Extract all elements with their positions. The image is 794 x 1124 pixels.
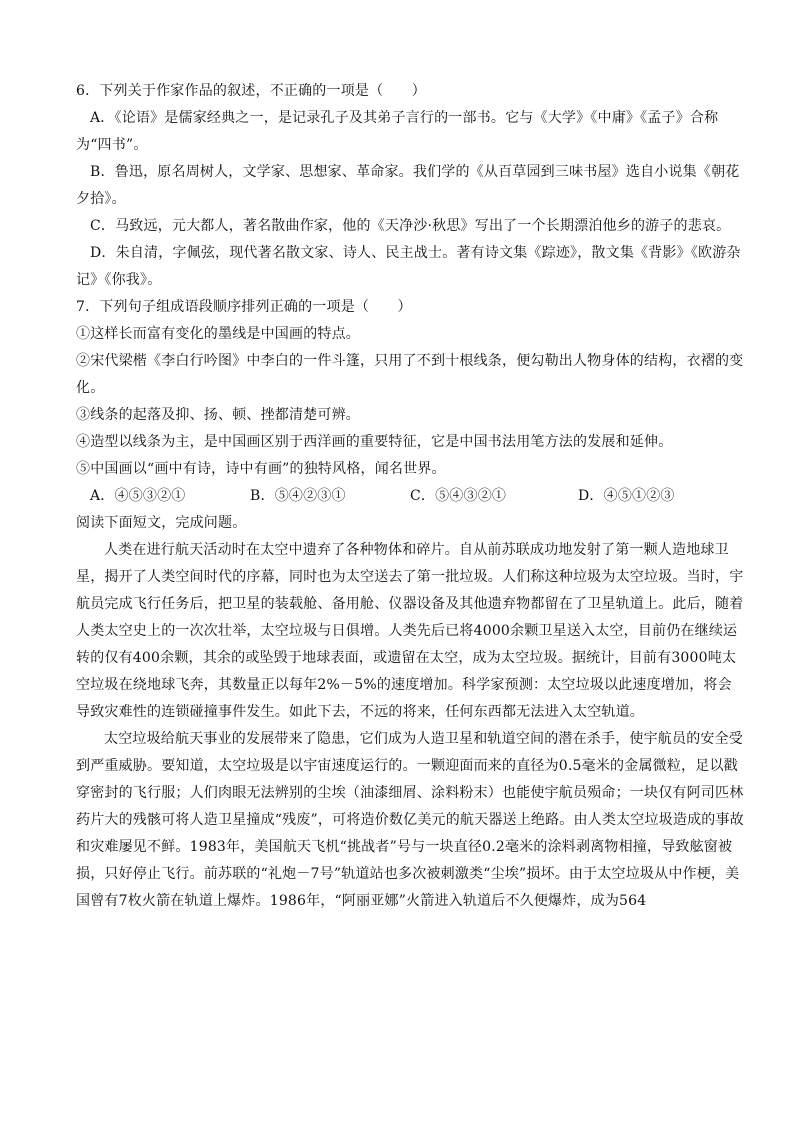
reading-paragraph-1: 人类在进行航天活动时在太空中遗弃了各种物体和碎片。自从前苏联成功地发射了第一颗人造地球卫星，揭开了人类空间时代的序幕，同时也为太空送去了第一批垃圾。人们称这种垃圾为太空垃圾。当时，宇航员完成飞行任务后，把卫星的装载舱、备用舱、仪器设备及其他遗弃物都留在了卫星轨道上。此后，随着人类太空史上的一次次壮举，太空垃圾与日俱增。人类先后已将4000余颗卫星送入太空，目前仍在继续运转的仅有400余颗，其余的或坠毁于地球表面，或遗留在太空，成为太空垃圾。据统计，目前有3000吨太空垃圾在绕地球飞奔，其数量正以每年2%－5%的速度增加。科学家预测：太空垃圾以此速度增加，将会导致灾难性的连锁碰撞事件发生。如此下去，不远的将来，任何东西都无法进入太空轨道。 [76,542,744,720]
question-7-sentence-1: ①这样长而富有变化的墨线是中国画的特点。 [76,326,360,342]
question-6-option-a: A．《论语》是儒家经典之一，是记录孔子及其弟子言行的一部书。它与《大学》《中庸》《孟子》合称为“四书”。 [76,110,719,153]
question-7-choice-a: A．④⑤③②① [90,488,186,504]
question-7-sentence-4: ④造型以线条为主，是中国画区别于西洋画的重要特征，它是中国书法用笔方法的发展和延伸。 [76,434,673,450]
reading-instruction: 阅读下面短文，完成问题。 [76,515,247,531]
question-7-choice-d: D．④⑤①②③ [578,488,675,504]
question-7-sentence-2: ②宋代梁楷《李白行吟图》中李白的一件斗篷，只用了不到十根线条，便勾勒出人物身体的结构，衣褶的变化。 [76,353,744,396]
reading-paragraph-2: 太空垃圾给航天事业的发展带来了隐患，它们成为人造卫星和轨道空间的潜在杀手，使宇航员的安全受到严重威胁。要知道，太空垃圾是以宇宙速度运行的。一颗迎面而来的直径为0.5毫米的金属微粒，足以戳穿密封的飞行服；人们肉眼无法辨别的尘埃（油漆细屑、涂料粉末）也能使宇航员殒命；一块仅有阿司匹林药片大的残骸可将人造卫星撞成“残废”，可将造价数亿美元的航天器送上绝路。由人类太空垃圾造成的事故和灾难屡见不鲜。1983年，美国航天飞机“挑战者”号与一块直径0.2毫米的涂料剥离物相撞，导致舷窗被损，只好停止飞行。前苏联的“礼炮－7号”轨道站也多次被刺激类“尘埃”损坏。由于太空垃圾从中作梗，美国曾有7枚火箭在轨道上爆炸。1986年，“阿丽亚娜”火箭进入轨道后不久便爆炸，成为564 [76,731,744,909]
question-6-option-b: B．鲁迅，原名周树人，文学家、思想家、革命家。我们学的《从百草园到三味书屋》选自小说集《朝花夕拾》。 [76,164,740,207]
question-7-choice-c: C．⑤④③②① [410,488,507,504]
question-7-sentence-5: ⑤中国画以“画中有诗，诗中有画”的独特风格，闻名世界。 [76,461,446,477]
question-6-option-d: D．朱自清，字佩弦，现代著名散文家、诗人、民主战士。著有诗文集《踪迹》，散文集《背影》《欧游杂记》《你我》。 [76,245,741,288]
question-7-choices [76,483,744,510]
question-7-choice-b: B．⑤④②③① [250,488,346,504]
question-7-sentence-3: ③线条的起落及抑、扬、顿、挫都清楚可辨。 [76,407,360,423]
question-6-option-c: C．马致远，元大都人，著名散曲作家，他的《天净沙·秋思》写出了一个长期漂泊他乡的游子的悲哀。 [90,218,731,234]
question-7-stem: 7．下列句子组成语段顺序排列正确的一项是（ ） [76,299,412,315]
question-6-stem: 6．下列关于作家作品的叙述，不正确的一项是（ ） [76,83,426,99]
